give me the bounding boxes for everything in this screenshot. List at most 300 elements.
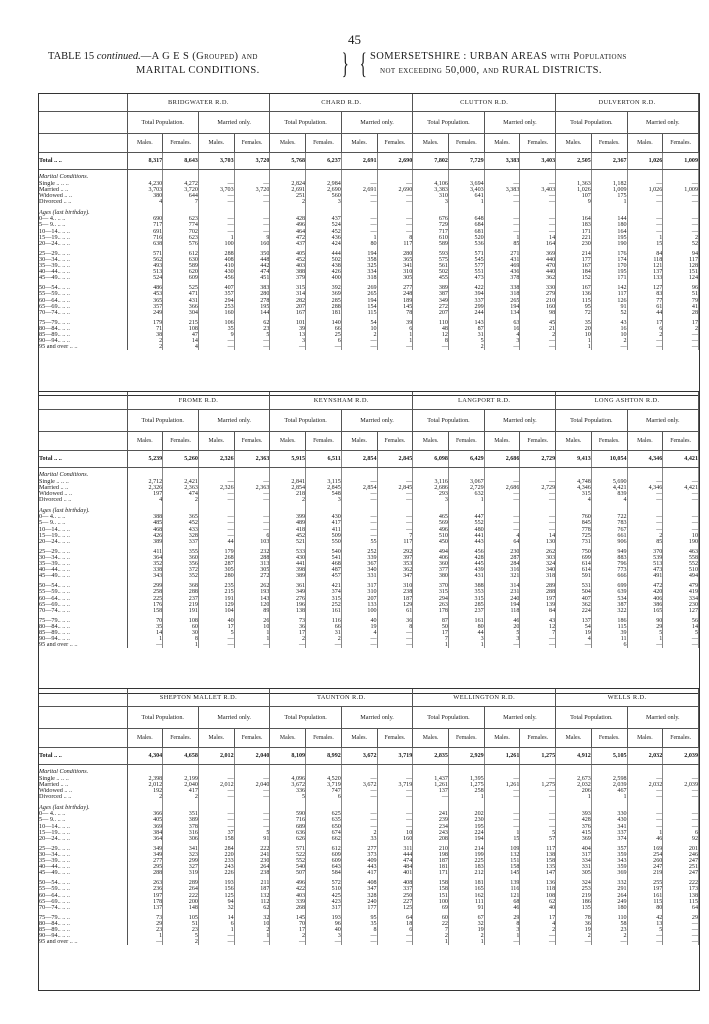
data-cell: 315	[306, 596, 342, 602]
data-cell: 468	[306, 561, 342, 567]
row-label: Divorced .. ..	[39, 794, 127, 800]
data-cell: 23	[163, 927, 199, 933]
data-cell: 170	[591, 263, 627, 269]
data-cell: 206	[556, 788, 592, 794]
data-cell: 760	[556, 514, 592, 520]
data-cell: 243	[198, 864, 234, 870]
data-cell: 272	[234, 573, 270, 579]
data-cell: —	[627, 824, 663, 830]
data-cell	[520, 209, 556, 216]
district-name: WELLS R.D.	[556, 689, 699, 707]
data-cell: 91	[448, 905, 484, 911]
data-cell: 138	[520, 852, 556, 858]
data-cell: —	[377, 479, 413, 485]
data-cell: 369	[520, 251, 556, 257]
data-cell: 323	[163, 852, 199, 858]
data-cell: —	[520, 229, 556, 235]
data-cell: 360	[413, 561, 449, 567]
data-cell: 1	[163, 642, 199, 648]
data-cell: 357	[198, 291, 234, 297]
data-cell: 350	[234, 251, 270, 257]
row-label: 65—69.. .. ..	[39, 899, 127, 905]
data-cell: 643	[306, 864, 342, 870]
row-label: 95 and over .. ..	[39, 939, 127, 945]
data-cell: 117	[591, 291, 627, 297]
data-cell: 43	[591, 320, 627, 326]
data-cell: 331	[556, 864, 592, 870]
data-cell	[556, 209, 592, 216]
data-cell: 171	[556, 229, 592, 235]
data-cell: —	[377, 788, 413, 794]
data-cell: —	[627, 181, 663, 187]
data-cell: —	[341, 338, 377, 344]
data-cell: 282	[270, 298, 306, 304]
data-cell: 35	[341, 921, 377, 927]
data-cell: 406	[413, 555, 449, 561]
data-cell: 7	[163, 199, 199, 205]
data-cell: 1	[556, 338, 592, 344]
data-cell: 533	[270, 549, 306, 555]
data-cell: 510	[663, 567, 699, 573]
data-cell: 268	[198, 555, 234, 561]
data-cell: 520	[448, 235, 484, 241]
data-cell: —	[198, 479, 234, 485]
row-label: 55—59.. .. ..	[39, 589, 127, 595]
data-cell: 334	[341, 269, 377, 275]
data-cell: 774	[163, 222, 199, 228]
data-cell: 4,346	[627, 451, 663, 468]
data-cell	[413, 209, 449, 216]
data-cell: 226	[198, 870, 234, 876]
data-cell: 357	[127, 304, 163, 310]
data-cell: 8	[341, 927, 377, 933]
data-cell: 12	[520, 624, 556, 630]
data-cell: 117	[520, 846, 556, 852]
data-cell: 73	[270, 618, 306, 624]
married-only-header: Married only.	[198, 410, 269, 432]
data-cell: 531	[556, 583, 592, 589]
data-cell	[377, 769, 413, 776]
row-label: 10—14.. .. ..	[39, 824, 127, 830]
row-label: 10—14.. .. ..	[39, 229, 127, 235]
data-cell: 10,054	[591, 451, 627, 468]
data-cell: 143	[448, 320, 484, 326]
data-cell: —	[198, 527, 234, 533]
data-cell: —	[520, 338, 556, 344]
data-cell: 3,703	[127, 187, 163, 193]
data-cell: —	[234, 788, 270, 794]
data-cell: 263	[127, 880, 163, 886]
data-cell	[591, 209, 627, 216]
data-cell: 536	[448, 241, 484, 247]
title-line2: MARITAL CONDITIONS.	[136, 65, 260, 76]
data-cell	[520, 174, 556, 181]
males-header: Males.	[627, 134, 663, 153]
data-cell: 289	[163, 880, 199, 886]
data-cell: 4,748	[556, 479, 592, 485]
data-cell: —	[520, 181, 556, 187]
data-cell: 33	[341, 836, 377, 842]
data-cell: 3,720	[234, 187, 270, 193]
corner-cell	[39, 94, 127, 112]
data-cell: 31	[306, 630, 342, 636]
data-cell: 318	[341, 275, 377, 281]
row-label: 40—44.. .. ..	[39, 269, 127, 275]
data-cell: 423	[306, 899, 342, 905]
data-cell: —	[341, 939, 377, 945]
data-cell: 253	[556, 886, 592, 892]
data-cell: 2	[270, 933, 306, 939]
data-cell: 219	[627, 870, 663, 876]
data-cell: 253	[198, 304, 234, 310]
data-cell: —	[270, 939, 306, 945]
data-cell: —	[627, 933, 663, 939]
data-cell: —	[341, 222, 377, 228]
data-cell: 5	[663, 630, 699, 636]
data-cell: 1	[377, 332, 413, 338]
data-cell: 315	[556, 491, 592, 497]
data-cell: 58	[591, 921, 627, 927]
data-cell: 338	[484, 285, 520, 291]
data-cell: 355	[163, 549, 199, 555]
data-cell: 21	[520, 326, 556, 332]
data-cell: —	[234, 527, 270, 533]
data-cell: 105	[163, 915, 199, 921]
data-cell: 425	[306, 893, 342, 899]
data-cell: 2,505	[556, 153, 592, 170]
data-cell: 2,845	[306, 485, 342, 491]
data-cell: 430	[591, 817, 627, 823]
total-population-header: Total Population.	[127, 707, 198, 729]
females-header: Females.	[448, 729, 484, 748]
data-cell: 1	[234, 630, 270, 636]
data-cell: —	[198, 491, 234, 497]
data-cell: 4	[127, 199, 163, 205]
data-cell: 4,421	[663, 485, 699, 491]
row-label: 25—29.. .. ..	[39, 846, 127, 852]
data-cell: 366	[127, 811, 163, 817]
data-cell: 2,845	[377, 485, 413, 491]
data-cell: 443	[341, 864, 377, 870]
data-cell: 5,105	[591, 748, 627, 765]
data-cell: 1	[627, 235, 663, 241]
data-cell: 18	[377, 921, 413, 927]
data-cell	[556, 174, 592, 181]
data-cell: 165	[448, 886, 484, 892]
row-label: 95 and over .. ..	[39, 642, 127, 648]
data-cell: 340	[341, 567, 377, 573]
data-cell: 26	[234, 618, 270, 624]
data-cell: 197	[520, 596, 556, 602]
data-cell: —	[484, 794, 520, 800]
data-cell: —	[627, 222, 663, 228]
data-cell: 388	[448, 583, 484, 589]
data-cell	[413, 769, 449, 776]
row-label: 30—34.. .. ..	[39, 852, 127, 858]
data-cell	[306, 472, 342, 479]
data-cell	[377, 804, 413, 811]
data-cell: 194	[341, 251, 377, 257]
table-row	[39, 769, 699, 776]
data-cell: 472	[627, 583, 663, 589]
data-cell: 394	[448, 291, 484, 297]
data-cell: —	[591, 344, 627, 350]
data-cell: 95	[341, 915, 377, 921]
data-cell: 250	[377, 893, 413, 899]
data-cell	[198, 804, 234, 811]
population-header-row	[39, 410, 699, 432]
data-cell: 1	[448, 199, 484, 205]
data-cell: —	[627, 817, 663, 823]
data-cell: 2	[270, 636, 306, 642]
data-cell: 2,854	[270, 485, 306, 491]
data-cell: 85	[484, 241, 520, 247]
data-cell: —	[627, 776, 663, 782]
data-cell: 2,012	[127, 782, 163, 788]
data-cell: 2,729	[520, 485, 556, 491]
data-cell	[520, 507, 556, 514]
data-cell: 331	[341, 573, 377, 579]
data-cell: 183	[556, 222, 592, 228]
data-cell: 4,520	[306, 776, 342, 782]
males-header: Males.	[627, 432, 663, 451]
data-cell: 406	[627, 596, 663, 602]
data-cell: —	[198, 794, 234, 800]
data-cell: 468	[127, 527, 163, 533]
data-cell: 767	[591, 527, 627, 533]
data-cell: 524	[306, 222, 342, 228]
data-cell: 365	[163, 514, 199, 520]
data-cell: —	[234, 817, 270, 823]
data-cell: 161	[306, 608, 342, 614]
data-cell: 37	[198, 830, 234, 836]
data-cell: 2,039	[591, 782, 627, 788]
data-cell	[663, 804, 699, 811]
data-cell: 4	[484, 332, 520, 338]
row-label: 45—49.. .. ..	[39, 573, 127, 579]
data-cell: —	[627, 491, 663, 497]
data-cell: 194	[484, 304, 520, 310]
data-cell	[591, 804, 627, 811]
data-cell: 14	[163, 338, 199, 344]
row-label: 20—24.. .. ..	[39, 539, 127, 545]
data-cell: 287	[484, 555, 520, 561]
data-cell: —	[591, 939, 627, 945]
data-cell: 68	[484, 899, 520, 905]
data-cell: 280	[234, 291, 270, 297]
data-cell: 148	[163, 905, 199, 911]
data-cell: 2	[591, 338, 627, 344]
data-cell: 6,511	[306, 451, 342, 468]
data-cell: 8	[413, 338, 449, 344]
data-cell: 389	[127, 539, 163, 545]
data-cell: 539	[627, 555, 663, 561]
data-cell: —	[627, 527, 663, 533]
data-cell: 2,421	[163, 479, 199, 485]
females-header: Females.	[663, 432, 699, 451]
corner-cell	[39, 410, 127, 432]
data-cell: 2	[663, 326, 699, 332]
data-cell: 436	[306, 235, 342, 241]
data-cell: 473	[448, 275, 484, 281]
data-cell: 2,690	[377, 153, 413, 170]
data-cell: 1	[484, 235, 520, 241]
data-cell: —	[520, 479, 556, 485]
data-cell: —	[484, 642, 520, 648]
data-cell: 486	[127, 285, 163, 291]
data-cell	[591, 507, 627, 514]
data-cell	[270, 769, 306, 776]
data-cell: 48	[413, 326, 449, 332]
data-cell: —	[377, 933, 413, 939]
data-cell	[163, 472, 199, 479]
data-cell: 62	[234, 905, 270, 911]
data-cell: —	[484, 514, 520, 520]
data-cell	[377, 209, 413, 216]
data-cell: 5	[198, 630, 234, 636]
area-line2: not exceeding 50,000, and RURAL DISTRICTS.	[380, 65, 602, 76]
right-brace: }	[341, 47, 349, 80]
data-cell: 56	[663, 618, 699, 624]
data-cell: —	[341, 344, 377, 350]
row-label: Divorced .. ..	[39, 497, 127, 503]
data-cell: 5	[234, 830, 270, 836]
data-cell	[591, 174, 627, 181]
data-cell: 3	[270, 338, 306, 344]
data-cell: 319	[163, 870, 199, 876]
data-cell: —	[234, 520, 270, 526]
data-cell	[270, 804, 306, 811]
data-cell: 247	[627, 864, 663, 870]
data-cell: —	[127, 642, 163, 648]
data-cell: 317	[556, 852, 592, 858]
heading-right	[370, 50, 627, 78]
data-cell: 1	[234, 636, 270, 642]
data-cell: —	[234, 199, 270, 205]
data-cell: 5,239	[127, 451, 163, 468]
data-cell: 2,598	[591, 776, 627, 782]
data-cell: 277	[127, 858, 163, 864]
data-cell: 60	[163, 624, 199, 630]
row-label: 30—34.. .. ..	[39, 257, 127, 263]
data-cell: 22	[413, 921, 449, 927]
data-cell	[234, 174, 270, 181]
data-cell: 405	[127, 817, 163, 823]
data-table	[39, 94, 699, 350]
data-cell: 426	[306, 269, 342, 275]
data-cell: 339	[270, 899, 306, 905]
data-cell: 263	[413, 602, 449, 608]
page-number: 45	[348, 32, 361, 47]
data-cell: 3,403	[520, 153, 556, 170]
data-cell: 5,768	[270, 153, 306, 170]
data-cell: 2	[448, 344, 484, 350]
data-cell: 404	[556, 846, 592, 852]
row-label: 0— 4.. .. ..	[39, 811, 127, 817]
data-cell: 115	[556, 298, 592, 304]
data-cell: 2,032	[556, 782, 592, 788]
data-cell: 470	[520, 263, 556, 269]
data-cell: 2	[520, 332, 556, 338]
data-cell: 1	[198, 927, 234, 933]
data-cell: 4	[163, 344, 199, 350]
total-population-header: Total Population.	[413, 112, 484, 134]
row-label: Ages (last birthday).	[39, 209, 127, 216]
row-label: 90—94.. .. ..	[39, 338, 127, 344]
data-cell: 6	[377, 927, 413, 933]
district-name: CLUTTON R.D.	[413, 94, 556, 112]
males-header: Males.	[556, 729, 592, 748]
data-cell: 494	[413, 549, 449, 555]
data-cell: 227	[377, 899, 413, 905]
data-cell: —	[627, 344, 663, 350]
data-cell: 17	[270, 927, 306, 933]
data-cell: 3	[413, 497, 449, 503]
data-cell: —	[198, 939, 234, 945]
data-cell: 145	[270, 915, 306, 921]
data-cell: 452	[270, 533, 306, 539]
data-cell: 14	[127, 630, 163, 636]
data-cell: 315	[270, 285, 306, 291]
data-cell: 29	[127, 921, 163, 927]
data-cell: —	[520, 824, 556, 830]
data-cell: 139	[484, 880, 520, 886]
data-cell: 8	[484, 921, 520, 927]
data-cell: —	[198, 199, 234, 205]
data-cell	[377, 507, 413, 514]
data-cell: 3,720	[234, 153, 270, 170]
data-cell	[127, 174, 163, 181]
data-cell: 431	[448, 573, 484, 579]
data-cell: 635	[306, 817, 342, 823]
data-cell: 100	[198, 241, 234, 247]
district-name: LANGPORT R.D.	[413, 392, 556, 410]
data-cell: 66	[306, 326, 342, 332]
data-cell: 352	[163, 573, 199, 579]
married-only-header: Married only.	[341, 707, 412, 729]
data-cell: 173	[663, 886, 699, 892]
data-cell: —	[484, 520, 520, 526]
data-cell: —	[663, 788, 699, 794]
data-cell: 285	[306, 298, 342, 304]
data-cell: 411	[306, 527, 342, 533]
data-cell: —	[520, 193, 556, 199]
data-cell: 338	[127, 567, 163, 573]
data-cell: 421	[306, 583, 342, 589]
data-cell: 264	[163, 886, 199, 892]
data-cell: 230	[556, 241, 592, 247]
data-cell	[591, 769, 627, 776]
data-cell: 239	[413, 817, 449, 823]
data-cell: 2,686	[484, 485, 520, 491]
data-cell	[520, 769, 556, 776]
data-cell: 277	[377, 285, 413, 291]
data-cell: 193	[198, 880, 234, 886]
data-cell: 440	[520, 257, 556, 263]
data-cell: —	[341, 636, 377, 642]
row-label: Marital Conditions.	[39, 174, 127, 181]
data-cell: 61	[627, 304, 663, 310]
data-cell: 169	[627, 846, 663, 852]
data-cell: 20	[556, 326, 592, 332]
row-label: 60—64.. .. ..	[39, 596, 127, 602]
data-cell: —	[377, 794, 413, 800]
data-cell: 1,275	[448, 782, 484, 788]
data-cell: 15	[484, 836, 520, 842]
data-cell: 207	[341, 596, 377, 602]
data-cell: 92	[663, 836, 699, 842]
data-cell: 4,421	[663, 451, 699, 468]
